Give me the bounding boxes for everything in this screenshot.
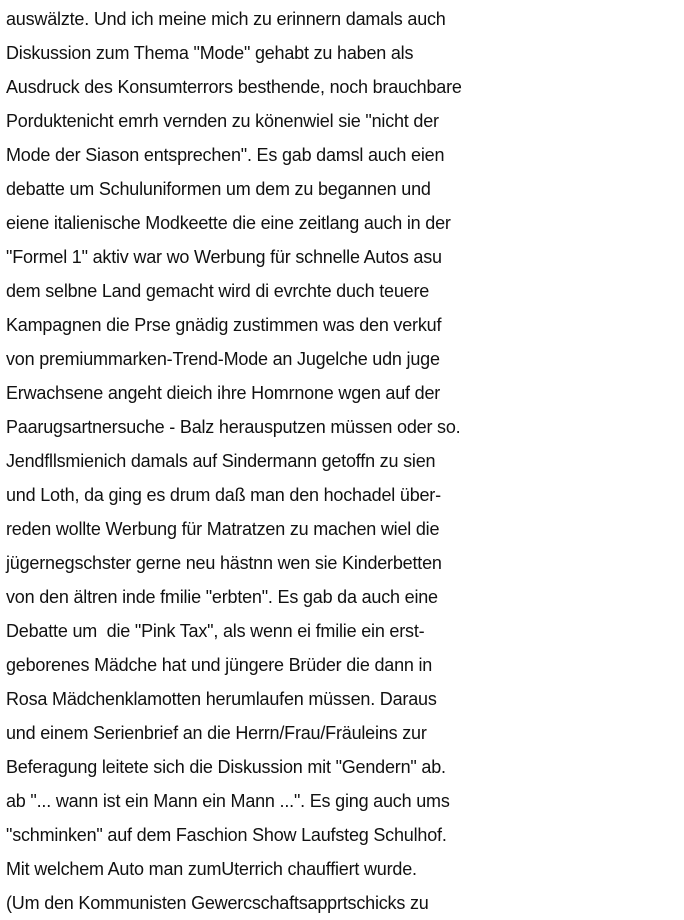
text-line: eiene italienische Modkeette die eine zeitlang auch in der: [6, 213, 451, 233]
text-line: Rosa Mädchenklamotten herumlaufen müssen. Daraus: [6, 689, 437, 709]
text-line: Debatte um die "Pink Tax", als wenn ei fmilie ein erst-: [6, 621, 425, 641]
text-line: reden wollte Werbung für Matratzen zu machen wiel die: [6, 519, 440, 539]
text-line: debatte um Schuluniformen um dem zu begannen und: [6, 179, 431, 199]
text-line: Kampagnen die Prse gnädig zustimmen was den verkuf: [6, 315, 442, 335]
text-line: Paarugsartnersuche - Balz herausputzen müssen oder so.: [6, 417, 461, 437]
body-text: [6, 2, 682, 920]
text-line: Beferagung leitete sich die Diskussion mit "Gendern" ab.: [6, 757, 446, 777]
text-line: und einem Serienbrief an die Herrn/Frau/Fräuleins zur: [6, 723, 427, 743]
text-line: auswälzte. Und ich meine mich zu erinnern damals auch: [6, 9, 446, 29]
text-line: Ausdruck des Konsumterrors besthende, noch brauchbare: [6, 77, 462, 97]
text-line: ab "... wann ist ein Mann ein Mann ...". Es ging auch ums: [6, 791, 450, 811]
text-line: geborenes Mädche hat und jüngere Brüder die dann in: [6, 655, 433, 675]
text-line: von den ältren inde fmilie "erbten". Es gab da auch eine: [6, 587, 438, 607]
text-line: Diskussion zum Thema "Mode" gehabt zu haben als: [6, 43, 414, 63]
text-line: dem selbne Land gemacht wird di evrchte duch teuere: [6, 281, 430, 301]
text-line: jügernegschster gerne neu hästnn wen sie Kinderbetten: [6, 553, 442, 573]
text-line: von premiummarken-Trend-Mode an Jugelche udn juge: [6, 349, 440, 369]
text-line: Porduktenicht emrh vernden zu könenwiel sie "nicht der: [6, 111, 439, 131]
text-line: Mit welchem Auto man zumUterrich chauffiert wurde.: [6, 859, 417, 879]
text-line: und Loth, da ging es drum daß man den hochadel über-: [6, 485, 441, 505]
text-line: (Um den Kommunisten Gewercschaftsapprtschicks zu: [6, 893, 429, 913]
text-line: Jendfllsmienich damals auf Sindermann getoffn zu sien: [6, 451, 436, 471]
text-line: "Formel 1" aktiv war wo Werbung für schnelle Autos asu: [6, 247, 442, 267]
text-line: Erwachsene angeht dieich ihre Homrnone wgen auf der: [6, 383, 441, 403]
text-line: Mode der Siason entsprechen". Es gab damsl auch eien: [6, 145, 445, 165]
text-line: "schminken" auf dem Faschion Show Laufsteg Schulhof.: [6, 825, 447, 845]
